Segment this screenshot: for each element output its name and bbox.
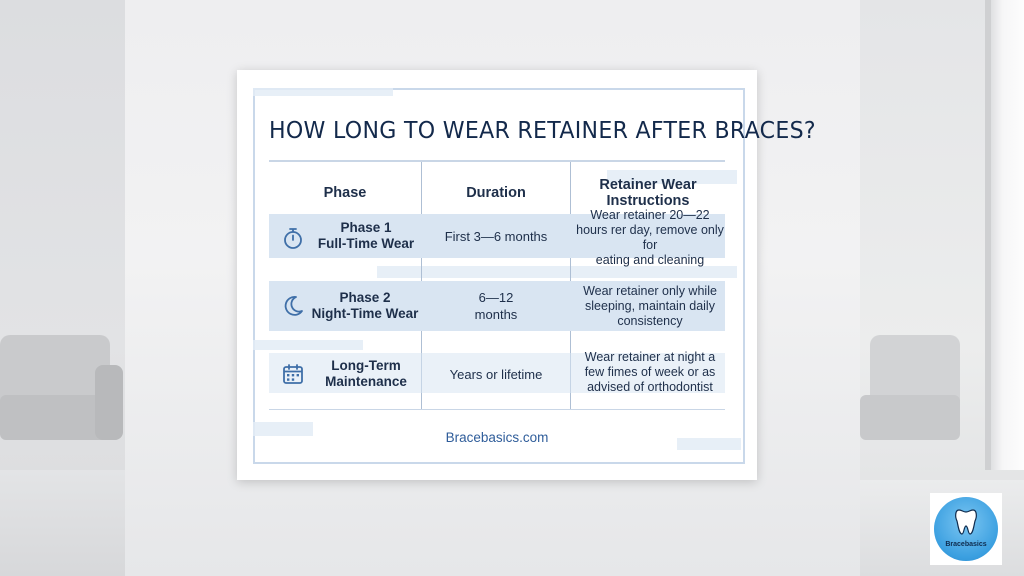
duration-cell: Years or lifetime [449,366,543,382]
instructions-cell: Wear retainer 20—22 hours rer day, remove only for eating and cleaning [576,208,724,267]
right-sofa [860,335,960,455]
moon-icon [281,294,305,318]
left-floor [0,470,125,576]
decor-bar [253,88,393,96]
window [985,0,1024,470]
decor-bar [253,340,363,350]
title-divider [269,160,725,162]
tooth-icon [954,507,978,537]
phase-cell: Long-Term Maintenance [325,358,407,389]
header-duration: Duration [466,185,526,201]
left-sofa [0,335,125,455]
phase-cell: Phase 2 Night-Time Wear [311,290,419,321]
brand-logo [930,493,1002,565]
bottom-divider [269,409,725,410]
instructions-cell: Wear retainer at night a few fimes of week or as advised of orthodontist [584,349,716,394]
poster-title: HOW LONG TO WEAR RETAINER AFTER BRACES? [269,118,816,144]
phase-cell: Phase 1 Full-Time Wear [317,220,415,251]
footer-website: Bracebasics.com [445,430,549,445]
header-phase: Phase [323,185,367,201]
logo-circle [934,497,998,561]
stopwatch-icon [281,226,305,250]
instructions-cell: Wear retainer only while sleeping, maintain daily consistency [583,283,717,328]
poster [237,70,816,480]
header-instructions: Retainer Wear Instructions [599,177,697,209]
duration-cell: 6—12 months [474,290,518,322]
duration-cell: First 3—6 months [444,228,548,244]
calendar-icon [281,362,305,386]
logo-text: Bracebasics [945,541,987,548]
